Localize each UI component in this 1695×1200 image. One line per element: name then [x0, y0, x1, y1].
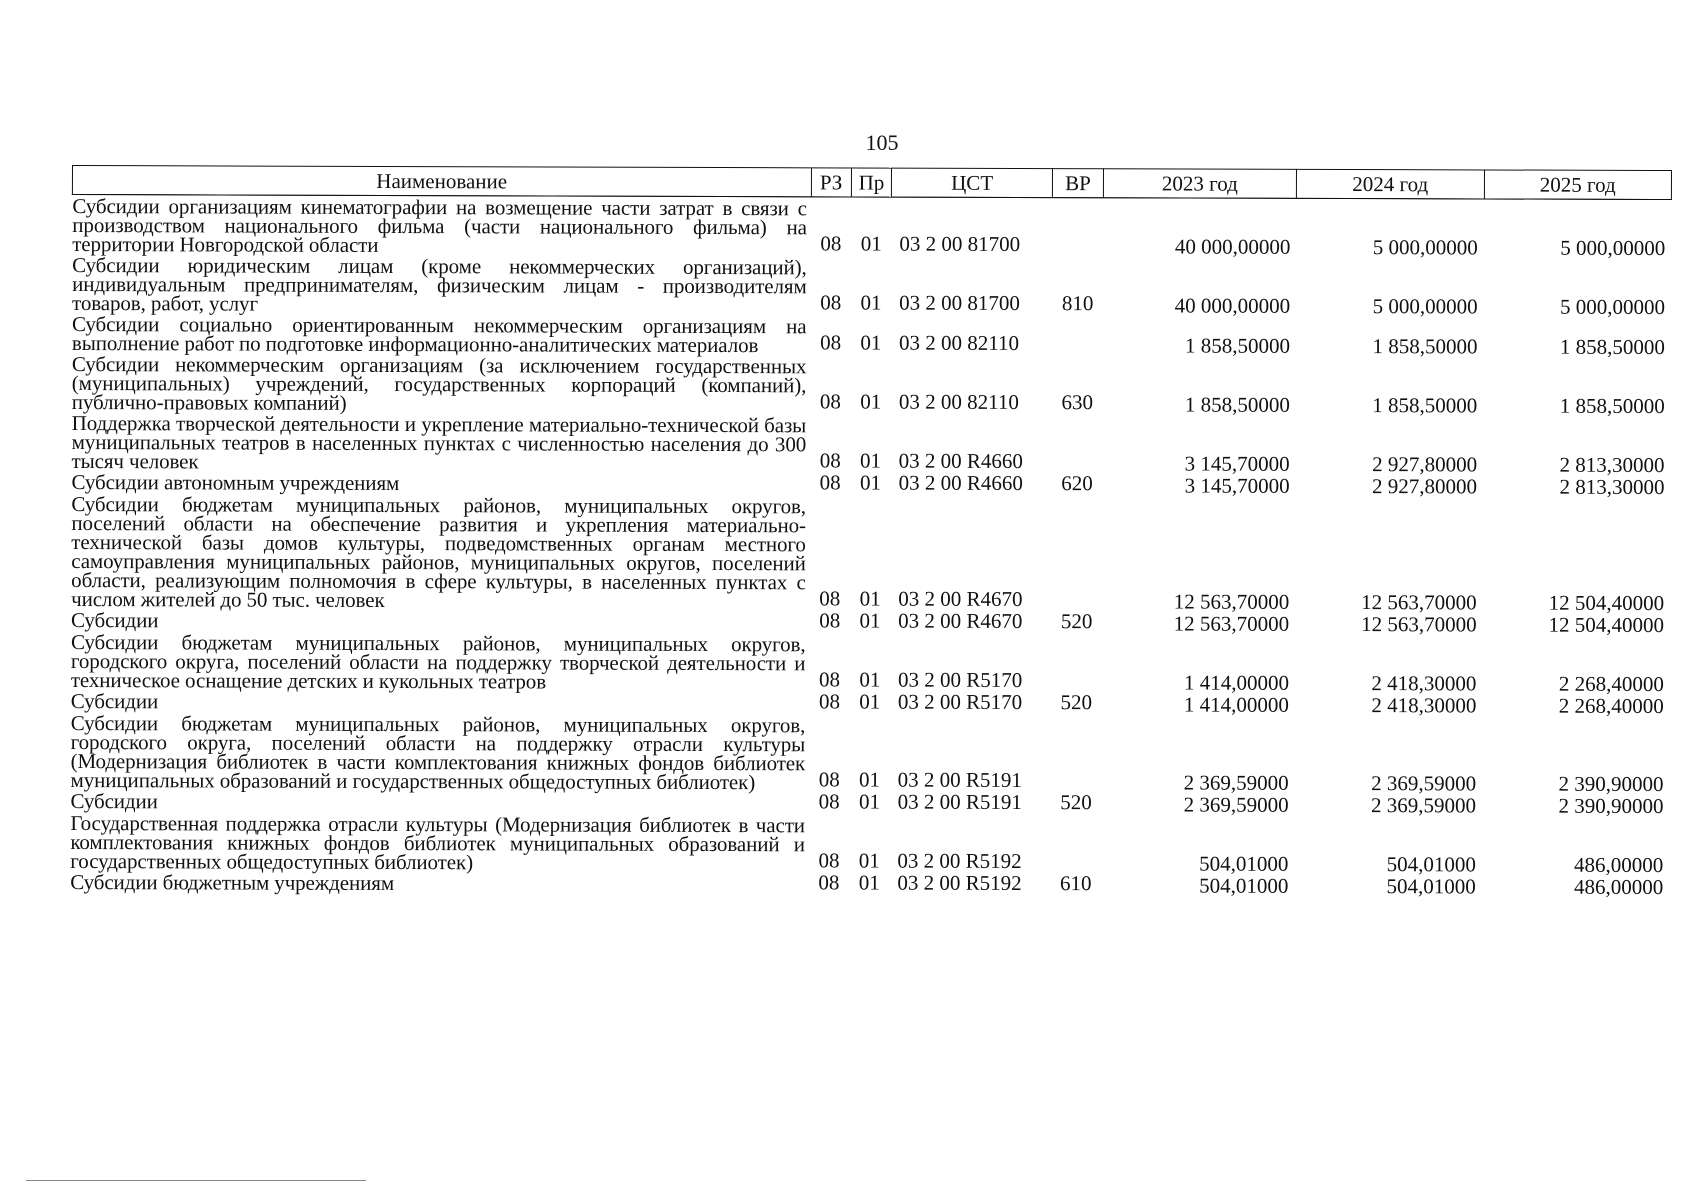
row-cst: 03 2 00 R5191: [897, 789, 1022, 814]
row-amount-2025: 486,00000: [1574, 852, 1664, 878]
row-vr: [1051, 634, 1102, 693]
row-name: Субсидии бюджетам муниципальных районов, муниципальных округов, поселений области на обеспечение развития и укрепления материально-технической базы домов культуры, подведомственных органам местного самоуправления муниципальных районов, муниципальных округов, поселений области, реализующим полномочия в сфере культуры, в населенных пунктах с числом жителей до 50 тыс. человек: [71, 491, 807, 612]
row-name: Субсидии: [71, 607, 159, 633]
header-2023: 2023 год: [1103, 169, 1297, 199]
table-row: [70, 871, 1669, 898]
row-amount-2024: 1 858,50000: [1372, 334, 1478, 359]
row-rz: 08: [819, 608, 841, 633]
row-vr: 630: [1061, 390, 1094, 415]
row-rz: 08: [818, 689, 841, 714]
row-name: Субсидии некоммерческим организациям (за исключением государственных (муниципальных) учреждений, государственных корпораций (компаний), публично-правовых компаний): [71, 352, 807, 415]
row-name: Субсидии автономным учреждениям: [71, 470, 400, 496]
row-pr: 01: [859, 608, 881, 633]
row-amount-2024: 2 369,59000: [1371, 793, 1477, 818]
row-amount-2024: 2 369,59000: [1371, 771, 1477, 796]
row-amount-2023: 1 414,00000: [1183, 692, 1289, 717]
row-amount-2024: 12 563,70000: [1361, 612, 1477, 637]
table-body: [70, 195, 1671, 899]
table-row: [72, 313, 1671, 358]
table-row: [72, 353, 1671, 417]
row-amount-2024: 2 927,80000: [1372, 452, 1478, 477]
row-cst: 03 2 00 82110: [899, 330, 1020, 355]
row-amount-2025: 2 813,30000: [1559, 474, 1665, 500]
row-vr: 520: [1060, 690, 1093, 715]
row-vr: 610: [1059, 871, 1092, 896]
row-cst: 03 2 00 R4670: [898, 608, 1023, 633]
header-pr: Пр: [851, 168, 891, 197]
row-rz: 08: [818, 767, 840, 792]
row-amount-2025: 2 390,90000: [1558, 793, 1664, 819]
table-row: [72, 254, 1671, 318]
row-name: Субсидии: [70, 788, 158, 814]
row-amount-2025: 2 390,90000: [1558, 771, 1664, 797]
row-rz: 08: [819, 667, 841, 692]
row-cst: 03 2 00 82110: [898, 389, 1019, 414]
row-pr: 01: [860, 389, 882, 414]
row-name: Поддержка творческой деятельности и укрепление материально-технической базы муниципальных театров в населенных пунктах с численностью населения до 300 тысяч человек: [71, 411, 807, 474]
page-number: 105: [865, 130, 899, 155]
row-amount-2023: 504,01000: [1199, 873, 1289, 898]
row-amount-2025: 2 813,30000: [1559, 452, 1665, 478]
row-vr: [1051, 715, 1102, 793]
row-vr: 520: [1060, 609, 1093, 634]
row-amount-2023: 2 369,59000: [1183, 770, 1289, 795]
row-pr: 01: [859, 586, 881, 611]
row-rz: 08: [819, 448, 841, 473]
row-name: Субсидии юридическим лицам (кроме некоммерческих организаций), индивидуальным предпринимателям, физическим лицам - производителям товаров, работ, услуг: [72, 253, 807, 316]
header-rz: РЗ: [811, 168, 851, 197]
row-vr: [1053, 198, 1104, 258]
row-amount-2025: 12 504,40000: [1548, 590, 1665, 616]
table-row: [72, 195, 1671, 260]
row-amount-2023: 40 000,00000: [1174, 293, 1291, 318]
row-cst: 03 2 00 R5192: [897, 870, 1022, 895]
table-row: [70, 812, 1669, 876]
row-amount-2024: 504,01000: [1386, 852, 1476, 877]
row-pr: 01: [860, 448, 882, 473]
row-pr: 01: [859, 767, 881, 792]
row-rz: 08: [820, 330, 842, 355]
row-vr: 520: [1060, 790, 1092, 815]
row-amount-2025: 2 268,40000: [1558, 671, 1664, 697]
row-pr: 01: [858, 789, 881, 814]
row-amount-2024: 5 000,00000: [1372, 294, 1478, 319]
row-amount-2023: 504,01000: [1199, 851, 1289, 876]
row-amount-2024: 5 000,00000: [1372, 235, 1478, 260]
row-amount-2024: 1 858,50000: [1372, 393, 1478, 418]
row-amount-2025: 1 858,50000: [1559, 334, 1665, 360]
row-vr: [1052, 316, 1103, 356]
row-pr: 01: [859, 667, 881, 692]
row-amount-2023: 2 369,59000: [1183, 792, 1289, 817]
row-pr: 01: [860, 330, 882, 355]
row-pr: 01: [860, 231, 882, 256]
row-cst: 03 2 00 R4670: [898, 586, 1023, 611]
row-name: Субсидии бюджетам муниципальных районов, муниципальных округов, городского округа, поселений области на поддержку творческой деятельности и техническое оснащение детских и кукольных театров: [70, 629, 806, 694]
row-amount-2025: 12 504,40000: [1548, 612, 1665, 638]
row-amount-2025: 5 000,00000: [1560, 294, 1666, 320]
table-row: [72, 412, 1671, 476]
row-name: Субсидии: [70, 688, 159, 714]
row-pr: 01: [860, 290, 882, 315]
row-name: Субсидии бюджетным учреждениям: [70, 869, 395, 896]
row-amount-2023: 12 563,70000: [1173, 589, 1290, 614]
row-rz: 08: [819, 389, 841, 414]
row-rz: 08: [819, 470, 841, 495]
row-cst: 03 2 00 R5170: [897, 667, 1023, 692]
footer-rule: [26, 1180, 366, 1181]
row-vr: [1052, 415, 1103, 474]
header-2025: 2025 год: [1484, 170, 1672, 200]
row-rz: 08: [820, 290, 842, 315]
row-amount-2023: 1 858,50000: [1184, 392, 1290, 417]
table-row: [71, 493, 1670, 614]
row-cst: 03 2 00 R4660: [898, 448, 1024, 473]
row-vr: [1051, 496, 1102, 612]
row-cst: 03 2 00 R5192: [897, 848, 1022, 873]
row-vr: 810: [1061, 291, 1094, 316]
row-rz: 08: [818, 789, 840, 814]
row-cst: 03 2 00 R5170: [897, 689, 1023, 714]
row-amount-2024: 2 927,80000: [1372, 474, 1478, 499]
header-name: Наименование: [72, 166, 811, 197]
row-pr: 01: [859, 689, 881, 714]
row-amount-2023: 12 563,70000: [1173, 611, 1290, 636]
row-vr: [1051, 815, 1102, 874]
row-cst: 03 2 00 R4660: [898, 470, 1023, 495]
row-amount-2023: 1 414,00000: [1183, 670, 1290, 695]
header-cst: ЦСТ: [892, 168, 1053, 198]
row-amount-2024: 2 418,30000: [1371, 693, 1477, 718]
row-amount-2024: 12 563,70000: [1361, 590, 1477, 615]
row-amount-2025: 1 858,50000: [1559, 393, 1665, 419]
row-amount-2023: 3 145,70000: [1184, 473, 1290, 498]
table-row: [71, 712, 1670, 795]
row-pr: 01: [859, 470, 882, 495]
row-pr: 01: [858, 848, 880, 873]
row-cst: 03 2 00 81700: [899, 231, 1021, 256]
row-amount-2024: 2 418,30000: [1371, 671, 1477, 696]
row-cst: 03 2 00 81700: [899, 290, 1020, 315]
row-name: Субсидии социально ориентированным некоммерческим организациям на выполнение работ по подготовке информационно-аналитических материалов: [71, 312, 807, 358]
row-vr: 620: [1061, 471, 1093, 496]
row-amount-2023: 3 145,70000: [1184, 451, 1290, 476]
row-pr: 01: [858, 870, 880, 895]
budget-table: [70, 165, 1672, 898]
row-name: Субсидии организациям кинематографии на возмещение части затрат в связи с производством национального фильма (части национального фильма) на территории Новгородской области: [72, 194, 807, 257]
header-2024: 2024 год: [1297, 169, 1484, 199]
row-rz: 08: [818, 848, 840, 873]
row-cst: 03 2 00 R5191: [897, 767, 1023, 792]
row-amount-2023: 1 858,50000: [1185, 333, 1291, 358]
table-row: [71, 631, 1670, 695]
row-name: Государственная поддержка отрасли культуры (Модернизация библиотек в части комплектования книжных фондов библиотек муниципальных образований и государственных общедоступных библиотек): [70, 810, 805, 875]
row-name: Субсидии бюджетам муниципальных районов, муниципальных округов, городского округа, поселений области на поддержку отрасли культуры (Модернизация библиотек в части комплектования книжных фондов библиотек муниципальных образований и государственных общедоступных библиотек): [70, 710, 806, 795]
row-amount-2025: 486,00000: [1573, 874, 1664, 900]
row-rz: 08: [820, 231, 842, 256]
row-amount-2025: 2 268,40000: [1558, 693, 1664, 719]
header-vr: ВР: [1053, 169, 1103, 198]
row-rz: 08: [819, 586, 841, 611]
row-amount-2025: 5 000,00000: [1560, 235, 1666, 261]
row-amount-2023: 40 000,00000: [1174, 234, 1291, 259]
row-amount-2024: 504,01000: [1386, 874, 1476, 899]
row-rz: 08: [818, 870, 840, 895]
